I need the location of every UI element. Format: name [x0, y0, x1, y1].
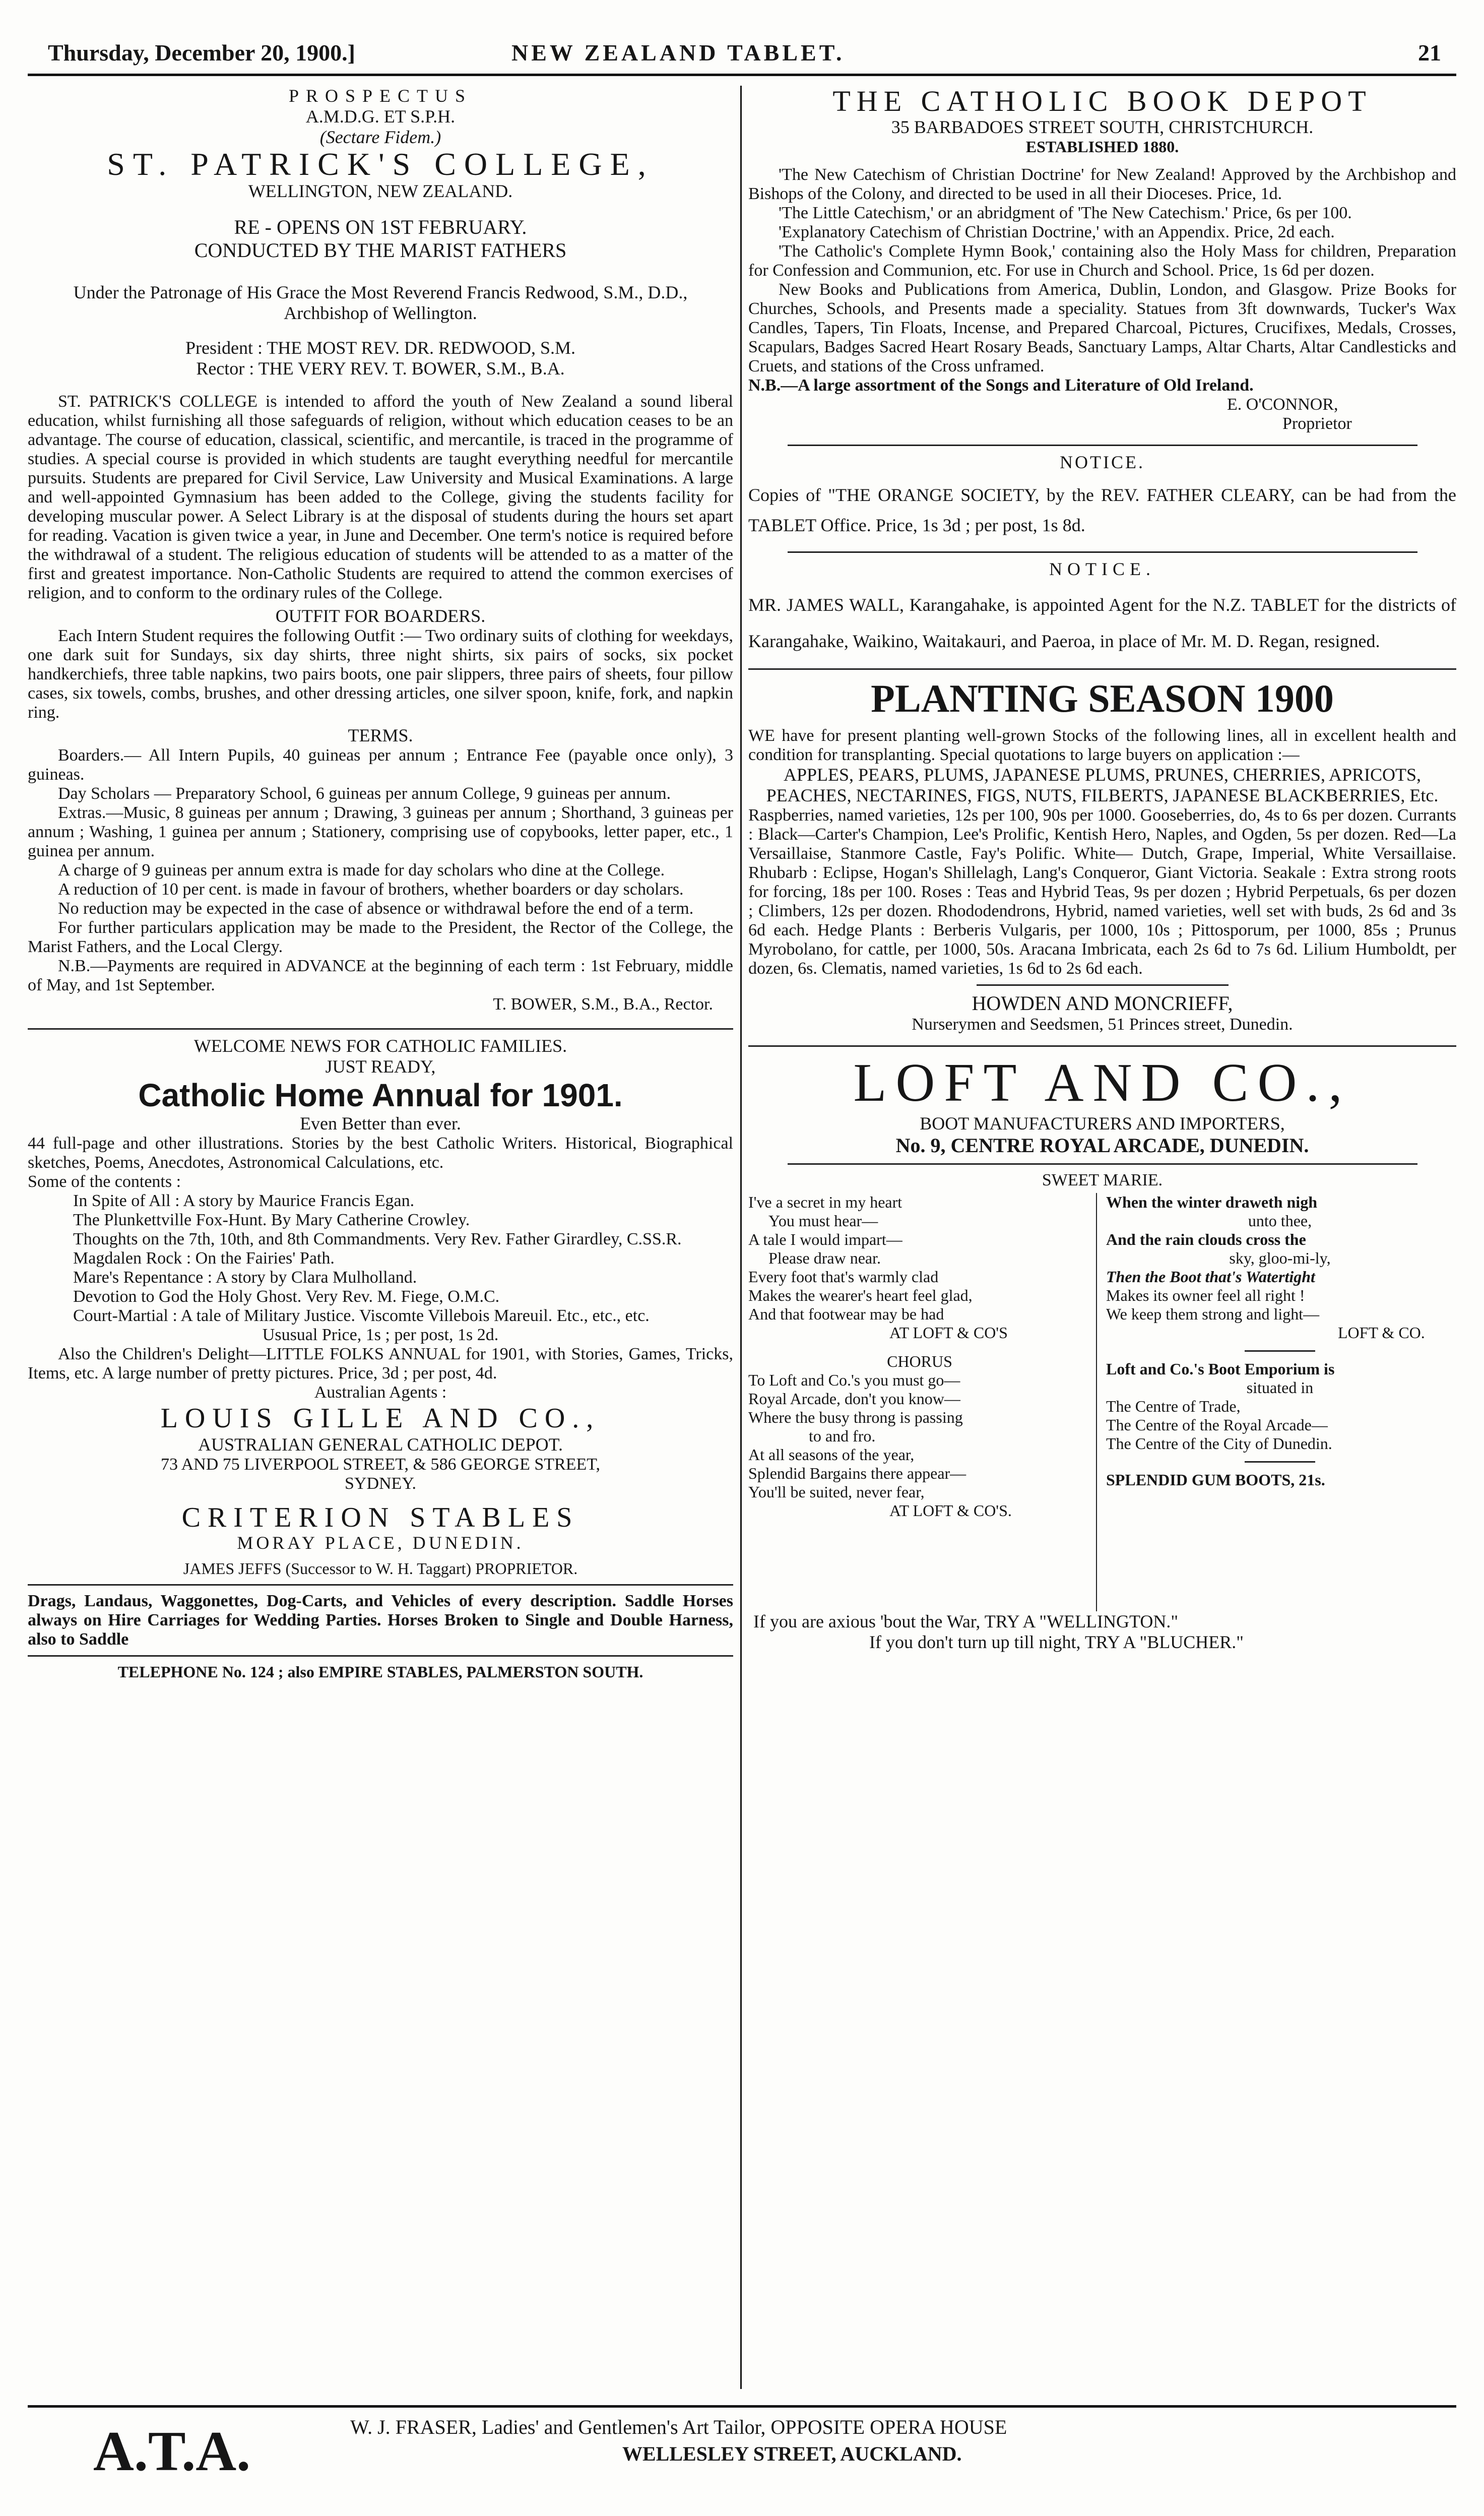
section-rule [788, 551, 1417, 553]
poem-line: Every foot that's warmly clad [748, 1268, 939, 1286]
section-rule [748, 1045, 1456, 1047]
poem-line: sky, gloo-mi-ly, [1229, 1249, 1331, 1267]
agents-label: Australian Agents : [314, 1383, 447, 1402]
st-patricks-ad [28, 86, 733, 1014]
planting-firm-desc: Nurserymen and Seedsmen, 51 Princes street, Dunedin. [912, 1015, 1293, 1034]
poem-right-column [1106, 1193, 1454, 1489]
poem-line: Makes the wearer's heart feel glad, [748, 1286, 973, 1304]
criterion-body: Drags, Landaus, Waggonettes, Dog-Carts, and Vehicles of every description. Saddle Horses always on Hire Carriages for Wedding Parties. Horses Broken to Single and Double Harness, also to Saddle [28, 1592, 733, 1649]
poem-title: SWEET MARIE. [1042, 1171, 1163, 1189]
section-rule [28, 1028, 733, 1030]
poem-rule-2 [1245, 1461, 1315, 1463]
planting-season-ad [748, 676, 1456, 1034]
notice-heading: NOTICE. [1060, 452, 1145, 472]
footer-rule [28, 2405, 1456, 2408]
annual-price: Ususual Price, 1s ; per post, 1s 2d. [262, 1326, 499, 1344]
loft-rule [788, 1163, 1417, 1165]
welcome-line: WELCOME NEWS FOR CATHOLIC FAMILIES. [193, 1036, 567, 1056]
poem-line: The Centre of the Royal Arcade— [1106, 1416, 1328, 1434]
rector-line: Rector : THE VERY REV. T. BOWER, S.M., B.A. [196, 358, 565, 379]
poem-line: situated in [1246, 1378, 1314, 1397]
contents-item: Magdalen Rock : On the Fairies' Path. [73, 1249, 335, 1268]
planting-title: PLANTING SEASON 1900 [871, 676, 1334, 720]
terms-item: Day Scholars — Preparatory School, 6 guineas per annum College, 9 guineas per annum. [58, 784, 671, 803]
planting-body: Raspberries, named varieties, 12s per 100, 90s per 1000. Gooseberries, do, 4s to 6s per dozen. Currants : Black—Carter's Champion, Lee's Prolific, Kentish Hero, Naples, and Ogden, 5s per dozen. Red—La Versaillaise, Stanmore Castle, Fay's Polific. White— Dutch, Grape, Imperial, White Versaillaise. Rhubarb : Eclipse, Hogan's Shillelagh, Lang's Conqueror, Giant Victoria. Seakale : Extra strong roots for forcing, 18s per 100. Roses : Teas and Hybrid Teas, 9s per dozen ; Hybrid Perpetuals, 6s per dozen ; Climbers, 12s per dozen. Rhododendrons, Hybrid, named varieties, well set with buds, 2s 6d and 3s 6d each. Hedge Plants : Berberis Vulgaris, per 1000, 10s ; Pittosporum, per 1000, 85s ; Prunus Myrobolano, for cattle, per 1000, 50s. Aracana Imbricata, each 2s 6d to 7s 6d. Lilium Humboldt, per dozen, 6s. Clematis, named varieties, 1s 6d to 2s 6d each. [748, 806, 1456, 978]
gum-boots-line: SPLENDID GUM BOOTS, 21s. [1106, 1471, 1325, 1489]
poem-line: AT LOFT & CO'S [889, 1324, 1008, 1342]
poem-line: Loft and Co.'s Boot Emporium is [1106, 1360, 1335, 1378]
poem-line: At all seasons of the year, [748, 1445, 915, 1464]
terms-item: Boarders.— All Intern Pupils, 40 guineas per annum ; Entrance Fee (payable once only), 3 guineas. [28, 746, 733, 784]
section-rule [748, 668, 1456, 670]
book-depot-owner-title: Proprietor [1282, 414, 1352, 433]
criterion-rule [28, 1584, 733, 1586]
tailor-line-1: W. J. FRASER, Ladies' and Gentlemen's Art Tailor, OPPOSITE OPERA HOUSE [350, 2416, 1007, 2438]
notice-orange-society [748, 452, 1456, 540]
left-column [28, 86, 733, 2384]
poem-divider [1096, 1193, 1097, 1611]
book-depot-ad [748, 86, 1456, 433]
terms-item: Extras.—Music, 8 guineas per annum ; Drawing, 3 guineas per annum ; Shorthand, 3 guineas per annum ; Washing, 1 guinea per annum ; Stationery, comprising use of copybooks, letter paper, etc., 1 guinea per annum. [28, 803, 733, 860]
poem-line: Splendid Bargains there appear— [748, 1464, 966, 1482]
contents-item: Devotion to God the Holy Ghost. Very Rev. M. Fiege, O.M.C. [73, 1287, 500, 1306]
poem-line: AT LOFT & CO'S. [889, 1501, 1012, 1520]
page-number: 21 [1418, 40, 1441, 66]
right-column [748, 86, 1456, 2384]
college-name: ST. PATRICK'S COLLEGE, [107, 146, 654, 182]
notice-heading: NOTICE. [1049, 559, 1155, 579]
section-rule [788, 445, 1417, 446]
annual-title: Catholic Home Annual for 1901. [138, 1077, 623, 1113]
amdg-line: A.M.D.G. ET S.P.H. [305, 106, 456, 127]
contents-item: Thoughts on the 7th, 10th, and 8th Commandments. Very Rev. Father Girardley, C.SS.R. [73, 1230, 682, 1248]
poem-line: You'll be suited, never fear, [748, 1483, 925, 1501]
column-divider [740, 86, 742, 2389]
childrens-annual: Also the Children's Delight—LITTLE FOLKS ANNUAL for 1901, with Stories, Games, Tricks, Items, etc. A large number of pretty pictures. Price, 3d ; per post, 4d. [28, 1345, 733, 1382]
poem-line: You must hear— [768, 1212, 878, 1230]
book-depot-owner: E. O'CONNOR, [1227, 395, 1338, 414]
loft-closing-1: If you are axious 'bout the War, TRY A "WELLINGTON." [753, 1611, 1179, 1631]
poem-line: To Loft and Co.'s you must go— [748, 1371, 960, 1389]
contents-item: In Spite of All : A story by Maurice Francis Egan. [73, 1191, 415, 1210]
outfit-text: Each Intern Student requires the following Outfit :— Two ordinary suits of clothing for weekdays, one dark suit for Sundays, six day shirts, three night shirts, six pairs of socks, six pocket handkerchiefs, three table napkins, two pairs boots, one pair slippers, three pairs of sheets, four pillow cases, six towels, combs, brushes, and other dressing articles, one silver spoon, knife, fork, and napkin ring. [28, 626, 733, 722]
book-depot-established: ESTABLISHED 1880. [1025, 138, 1179, 156]
poem-line: Makes its owner feel all right ! [1106, 1286, 1305, 1304]
reopens-line: RE - OPENS ON 1ST FEBRUARY. [234, 216, 527, 238]
poem-line: Where the busy throng is passing [748, 1408, 963, 1426]
terms-heading: TERMS. [348, 725, 413, 745]
newspaper-title: NEW ZEALAND TABLET. [511, 40, 845, 66]
poem-line: And that footwear may be had [748, 1305, 944, 1323]
agent-depot: AUSTRALIAN GENERAL CATHOLIC DEPOT. [198, 1434, 563, 1455]
loft-closing-2: If you don't turn up till night, TRY A "BLUCHER." [869, 1632, 1244, 1652]
poem-line: Please draw near. [768, 1249, 881, 1267]
patronage-text: Under the Patronage of His Grace the Most Reverend Francis Redwood, S.M., D.D., Archbishop of Wellington. [73, 282, 688, 323]
poem-line: LOFT & CO. [1338, 1324, 1425, 1342]
terms-item: For further particulars application may be made to the President, the Rector of the College, the Marist Fathers, and the Local Clergy. [28, 918, 733, 956]
criterion-rule-2 [28, 1655, 733, 1657]
agent-name: LOUIS GILLE AND CO., [160, 1403, 601, 1434]
poem-line: When the winter draweth nigh [1106, 1193, 1317, 1211]
planting-list: APPLES, PEARS, PLUMS, JAPANESE PLUMS, PRUNES, CHERRIES, APRICOTS, PEACHES, NECTARINES, FIGS, NUTS, FILBERTS, JAPANESE BLACKBERRIES, Etc. [766, 765, 1439, 805]
terms-item: No reduction may be expected in the case of absence or withdrawal before the end of a term. [58, 899, 694, 918]
motto: (Sectare Fidem.) [319, 127, 441, 147]
annual-subtitle: Even Better than ever. [300, 1113, 461, 1134]
agent-city: SYDNEY. [344, 1474, 416, 1493]
criterion-telephone: TELEPHONE No. 124 ; also EMPIRE STABLES, PALMERSTON SOUTH. [117, 1663, 643, 1681]
prospectus-heading: PROSPECTUS [288, 86, 473, 106]
poem-columns [748, 1193, 1456, 1611]
loft-title: LOFT AND CO., [853, 1053, 1351, 1113]
outfit-heading: OUTFIT FOR BOARDERS. [275, 606, 486, 626]
book-depot-item: New Books and Publications from America, Dublin, London, and Glasgow. Prize Books for Churches, Schools, and Presents made a speciality. Statues from 3ft downwards, Tucker's Wax Candles, Tapers, Tin Floats, Incense, and Prepared Charcoal, Pictures, Crucifixes, Medals, Crosses, Scapulars, Badges Sacred Heart Rosary Beads, Sanctuary Lamps, Altar Charts, Altar Candlesticks and Cruets, and stations of the Cross unframed. [748, 280, 1456, 375]
poem-line: unto thee, [1248, 1212, 1312, 1230]
tailor-line-2: WELLESLEY STREET, AUCKLAND. [622, 2442, 962, 2465]
planting-intro: WE have for present planting well-grown Stocks of the following lines, all in excellent health and condition for transplanting. Special quotations to large buyers on application :— [748, 726, 1456, 764]
poem-line: We keep them strong and light— [1106, 1305, 1320, 1323]
college-location: WELLINGTON, NEW ZEALAND. [248, 181, 513, 201]
book-depot-name: THE CATHOLIC BOOK DEPOT [832, 85, 1372, 117]
book-depot-item: 'Explanatory Catechism of Christian Doctrine,' with an Appendix. Price, 2d each. [779, 223, 1335, 241]
poem-line: Then the Boot that's Watertight [1106, 1268, 1315, 1286]
loft-subtitle: BOOT MANUFACTURERS AND IMPORTERS, [920, 1113, 1285, 1134]
president-line: President : THE MOST REV. DR. REDWOOD, S.M. [185, 338, 576, 358]
poem-line: I've a secret in my heart [748, 1193, 902, 1211]
college-description: ST. PATRICK'S COLLEGE is intended to afford the youth of New Zealand a sound liberal education, whilst furnishing all those safeguards of religion, without which education ceases to be an advantage. The course of education, classical, scientific, and mercantile, is traced in the programme of studies. A special course is provided in which students are taught everything needful for mercantile pursuits. Students are prepared for Civil Service, Law University and Musical Examinations. A large and well-appointed Gymnasium has been added to the College, giving the students facility for developing muscular power. A Select Library is at the disposal of students during the hours set apart for reading. Vacation is given twice a year, in June and December. One term's notice is required before the withdrawal of a student. The religious education of students will be attended to as a matter of the first and greatest importance. Non-Catholic Students are required to attend the common exercises of religion, and to conform to the ordinary rules of the College. [28, 392, 733, 602]
planting-firm: HOWDEN AND MONCRIEFF, [972, 992, 1233, 1015]
catholic-annual-ad [28, 1036, 733, 1493]
poem-line: A tale I would impart— [748, 1230, 902, 1248]
poem-chorus-label: CHORUS [887, 1352, 952, 1370]
terms-item: A charge of 9 guineas per annum extra is made for day scholars who dine at the College. [58, 861, 665, 879]
book-depot-item: 'The New Catechism of Christian Doctrine' for New Zealand! Approved by the Archbishop and Bishops of the Colony, and directed to be used in all their Dioceses. Price, 1d. [748, 165, 1456, 203]
terms-item: N.B.—Payments are required in ADVANCE at the beginning of each term : 1st February, middle of May, and 1st September. [28, 957, 733, 994]
header-rule [28, 74, 1456, 76]
planting-rule [977, 984, 1229, 986]
notice-james-wall [748, 559, 1456, 659]
just-ready: JUST READY, [325, 1056, 436, 1077]
issue-date: Thursday, December 20, 1900.] [48, 40, 355, 66]
newspaper-page [28, 30, 1456, 2490]
notice-body: MR. JAMES WALL, Karangahake, is appointed Agent for the N.Z. TABLET for the districts of Karangahake, Waikino, Waitakauri, and Paeroa, in place of Mr. M. D. Regan, resigned. [748, 595, 1456, 651]
poem-line: The Centre of the City of Dunedin. [1106, 1434, 1332, 1453]
criterion-stables-ad [28, 1502, 733, 1681]
agent-address: 73 AND 75 LIVERPOOL STREET, & 586 GEORGE STREET, [161, 1455, 600, 1474]
conducted-line: CONDUCTED BY THE MARIST FATHERS [194, 239, 567, 262]
contents-label: Some of the contents : [28, 1172, 181, 1191]
footer-ad [28, 2399, 1456, 2490]
contents-item: Court-Martial : A tale of Military Justice. Viscomte Villebois Mareuil. Etc., etc., etc. [73, 1306, 650, 1325]
annual-intro: 44 full-page and other illustrations. Stories by the best Catholic Writers. Historical, Biographical sketches, Poems, Anecdotes, Astronomical Calculations, etc. [28, 1134, 733, 1172]
terms-item: A reduction of 10 per cent. is made in favour of brothers, whether boarders or day scholars. [58, 880, 684, 899]
contents-item: The Plunkettville Fox-Hunt. By Mary Catherine Crowley. [73, 1211, 470, 1229]
book-depot-nb: N.B.—A large assortment of the Songs and Literature of Old Ireland. [748, 376, 1254, 395]
ata-logo: A.T.A. [93, 2420, 251, 2483]
poem-line: Royal Arcade, don't you know— [748, 1390, 960, 1408]
criterion-address: MORAY PLACE, DUNEDIN. [237, 1533, 524, 1553]
loft-and-co-ad [748, 1053, 1456, 1653]
poem-line: to and fro. [809, 1427, 876, 1445]
page-header [28, 30, 1456, 71]
criterion-proprietor: JAMES JEFFS (Successor to W. H. Taggart) PROPRIETOR. [183, 1559, 578, 1578]
poem-left-column [748, 1193, 1091, 1520]
book-depot-item: 'The Little Catechism,' or an abridgment of 'The New Catechism.' Price, 6s per 100. [779, 204, 1352, 222]
notice-body: Copies of "THE ORANGE SOCIETY, by the REV. FATHER CLEARY, can be had from the TABLET Office. Price, 1s 3d ; per post, 1s 8d. [748, 485, 1456, 535]
contents-item: Mare's Repentance : A story by Clara Mulholland. [73, 1268, 417, 1287]
poem-line: The Centre of Trade, [1106, 1397, 1241, 1415]
rector-signature: T. BOWER, S.M., B.A., Rector. [493, 995, 713, 1014]
book-depot-item: 'The Catholic's Complete Hymn Book,' containing also the Holy Mass for children, Preparation for Confession and Communion, etc. For use in Church and School. Price, 1s 6d per dozen. [748, 242, 1456, 280]
loft-address: No. 9, CENTRE ROYAL ARCADE, DUNEDIN. [895, 1134, 1309, 1157]
poem-rule [1245, 1350, 1315, 1352]
poem-line: And the rain clouds cross the [1106, 1230, 1306, 1248]
criterion-name: CRITERION STABLES [181, 1502, 579, 1533]
book-depot-address: 35 BARBADOES STREET SOUTH, CHRISTCHURCH. [891, 117, 1314, 137]
